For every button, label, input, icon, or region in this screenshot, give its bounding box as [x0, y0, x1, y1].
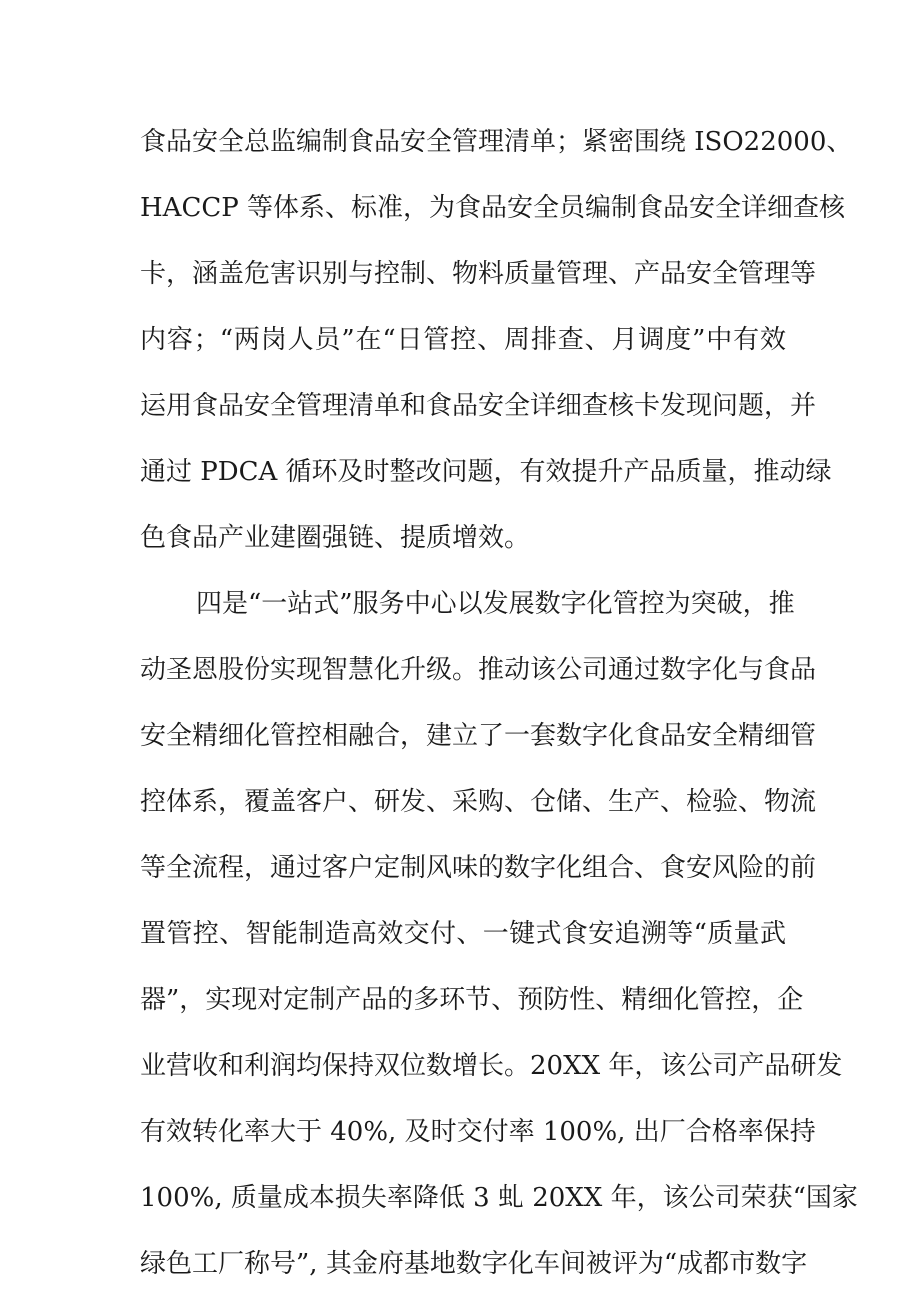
text-line: 安全精细化管控相融合，建立了一套数字化食品安全精细管: [140, 721, 817, 751]
text-line: 置管控、智能制造高效交付、一键式食安追溯等“质量武: [140, 919, 786, 949]
text-line: 食品安全总监编制食品安全管理清单；紧密围绕 ISO22000、: [140, 127, 853, 157]
text-line: 卡，涵盖危害识别与控制、物料质量管理、产品安全管理等: [140, 259, 817, 289]
text-line: 业营收和利润均保持双位数增长。20XX 年，该公司产品研发: [140, 1051, 843, 1081]
text-line: 绿色工厂称号”, 其金府基地数字化车间被评为“成都市数字: [140, 1249, 808, 1279]
text-line: 器”，实现对定制产品的多环节、预防性、精细化管控，企: [140, 985, 804, 1015]
text-line: 有效转化率大于 40%, 及时交付率 100%, 出厂合格率保持: [140, 1117, 816, 1147]
text-line: 内容；“两岗人员”在“日管控、周排查、月调度”中有效: [140, 325, 786, 355]
text-line: HACCP 等体系、标准，为食品安全员编制食品安全详细查核: [140, 193, 845, 223]
text-line: 运用食品安全管理清单和食品安全详细查核卡发现问题，并: [140, 391, 817, 421]
text-line: 控体系，覆盖客户、研发、采购、仓储、生产、检验、物流: [140, 787, 817, 817]
text-line: 100%, 质量成本损失率降低 3 虬 20XX 年，该公司荣获“国家: [140, 1183, 858, 1213]
paragraph-first-line: 四是“一站式”服务中心以发展数字化管控为突破，推: [196, 589, 795, 619]
text-line: 通过 PDCA 循环及时整改问题，有效提升产品质量，推动绿: [140, 457, 832, 487]
text-line: 等全流程，通过客户定制风味的数字化组合、食安风险的前: [140, 853, 817, 883]
text-line: 色食品产业建圈强链、提质增效。: [140, 523, 531, 553]
text-line: 动圣恩股份实现智慧化升级。推动该公司通过数字化与食品: [140, 655, 817, 685]
